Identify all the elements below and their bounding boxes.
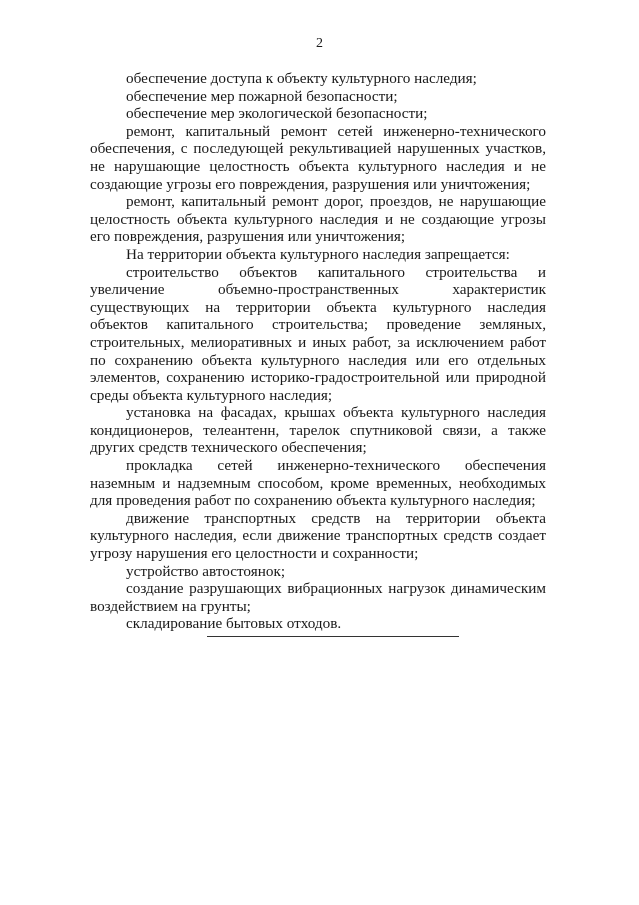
paragraph-fire-safety: обеспечение мер пожарной безопасности; — [126, 87, 398, 105]
paragraph-construction-prohibition: строительство объектов капитального строительства и увеличение объемно-пространственных характеристик существующих на территории объекта культурного наследия объектов капитального строительства; проведение земляных, строительных, мелиоративных и иных работ, за исключением работ по сохранению объекта культурного наследия или его отдельных элементов, сохранению историко-градостроительной или природной среды объекта культурного наследия; — [90, 263, 546, 404]
page-number: 2 — [316, 36, 323, 51]
end-separator-line — [207, 636, 459, 637]
paragraph-waste-storage-prohibition: складирование бытовых отходов. — [126, 615, 342, 633]
paragraph-roads-repair: ремонт, капитальный ремонт дорог, проездов, не нарушающие целостность объекта культурного наследия и не создающие угрозы его повреждения, разрушения или уничтожения; — [90, 193, 546, 246]
paragraph-prohibitions-heading: На территории объекта культурного наследия запрещается: — [126, 245, 510, 263]
paragraph-ecological-safety: обеспечение мер экологической безопасности; — [126, 105, 428, 123]
paragraph-vehicle-traffic-prohibition: движение транспортных средств на территории объекта культурного наследия, если движение транспортных средств создает угрозу нарушения его целостности и сохранности; — [90, 509, 546, 563]
paragraph-engineering-networks-repair: ремонт, капитальный ремонт сетей инженерно-технического обеспечения, с последующей рекультивацией нарушенных участков, не нарушающие целостность объекта культурного наследия и не создающие угрозы его повреждения, разрушения или уничтожения; — [90, 122, 546, 193]
paragraph-cultural-heritage-access: обеспечение доступа к объекту культурного наследия; — [126, 70, 477, 87]
paragraph-network-laying-prohibition: прокладка сетей инженерно-технического обеспечения наземным и надземным способом, кроме временных, необходимых для проведения работ по сохранению объекта культурного наследия; — [90, 457, 546, 510]
paragraph-parking-prohibition: устройство автостоянок; — [126, 562, 286, 580]
document-body — [90, 70, 546, 633]
paragraph-facade-equipment-prohibition: установка на фасадах, крышах объекта культурного наследия кондиционеров, телеантенн, тарелок спутниковой связи, а также других средств технического обеспечения; — [90, 404, 546, 457]
paragraph-vibration-prohibition: создание разрушающих вибрационных нагрузок динамическим воздействием на грунты; — [90, 580, 546, 615]
